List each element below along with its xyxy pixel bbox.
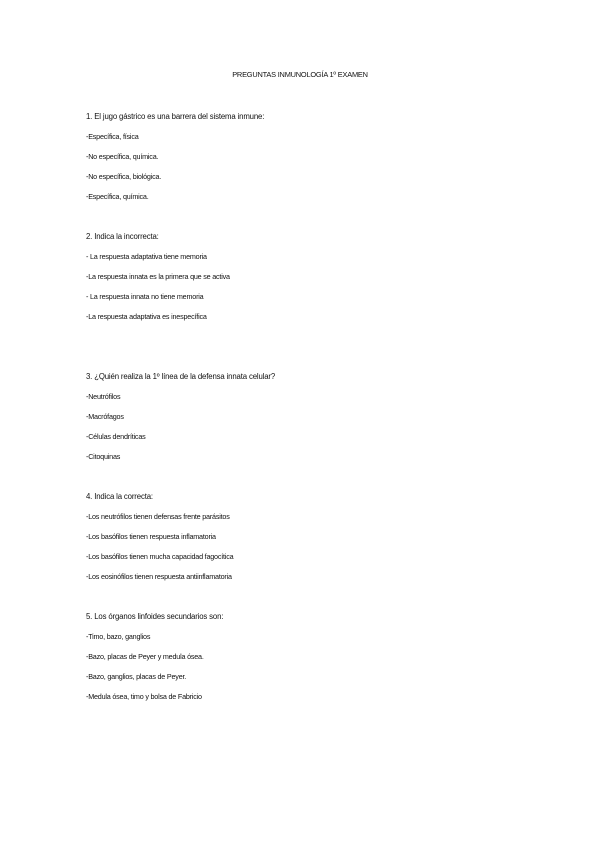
question-2-option-c: - La respuesta innata no tiene memoria	[86, 292, 204, 301]
question-2	[86, 232, 526, 322]
question-4	[86, 492, 526, 582]
question-5-options	[86, 632, 526, 702]
question-3-option-b: -Macrófagos	[86, 412, 124, 421]
question-4-options	[86, 512, 526, 582]
question-4-title: 4. Indica la correcta:	[86, 492, 153, 501]
question-1	[86, 112, 526, 202]
question-1-option-c: -No específica, biológica.	[86, 172, 162, 181]
question-1-options	[86, 132, 526, 202]
question-4-option-b: -Los basófilos tienen respuesta inflamatoria	[86, 532, 216, 541]
question-2-title: 2. Indica la incorrecta:	[86, 232, 159, 241]
question-4-option-c: -Los basófilos tienen mucha capacidad fagocítica	[86, 552, 234, 561]
question-4-option-a: -Los neutrófilos tienen defensas frente parásitos	[86, 512, 230, 521]
question-2-option-d: -La respuesta adaptativa es inespecífica	[86, 312, 207, 321]
question-1-option-d: -Específica, química.	[86, 192, 149, 201]
question-5-option-b: -Bazo, placas de Peyer y medula ósea.	[86, 652, 204, 661]
question-1-option-a: -Específica, física	[86, 132, 139, 141]
question-3	[86, 372, 526, 462]
question-5-option-c: -Bazo, ganglios, placas de Peyer.	[86, 672, 187, 681]
question-3-option-d: -Citoquinas	[86, 452, 121, 461]
question-2-option-a: - La respuesta adaptativa tiene memoria	[86, 252, 207, 261]
question-5-title: 5. Los órganos linfoides secundarios son:	[86, 612, 224, 621]
document-title: PREGUNTAS INMUNOLOGÍA 1º EXAMEN	[232, 70, 368, 79]
question-2-options	[86, 252, 526, 322]
question-3-title: 3. ¿Quién realiza la 1º línea de la defensa innata celular?	[86, 372, 276, 381]
question-2-option-b: -La respuesta innata es la primera que se activa	[86, 272, 230, 281]
question-3-option-a: -Neutrófilos	[86, 392, 121, 401]
question-1-title: 1. El jugo gástrico es una barrera del sistema inmune:	[86, 112, 265, 121]
question-5	[86, 612, 526, 702]
question-4-option-d: -Los eosinófilos tienen respuesta antiinflamatoria	[86, 572, 232, 581]
question-1-option-b: -No específica, química.	[86, 152, 159, 161]
question-3-option-c: -Células dendríticas	[86, 432, 146, 441]
question-3-options	[86, 392, 526, 462]
question-5-option-a: -Timo, bazo, ganglios	[86, 632, 151, 641]
question-5-option-d: -Medula ósea, timo y bolsa de Fabricio	[86, 692, 202, 701]
